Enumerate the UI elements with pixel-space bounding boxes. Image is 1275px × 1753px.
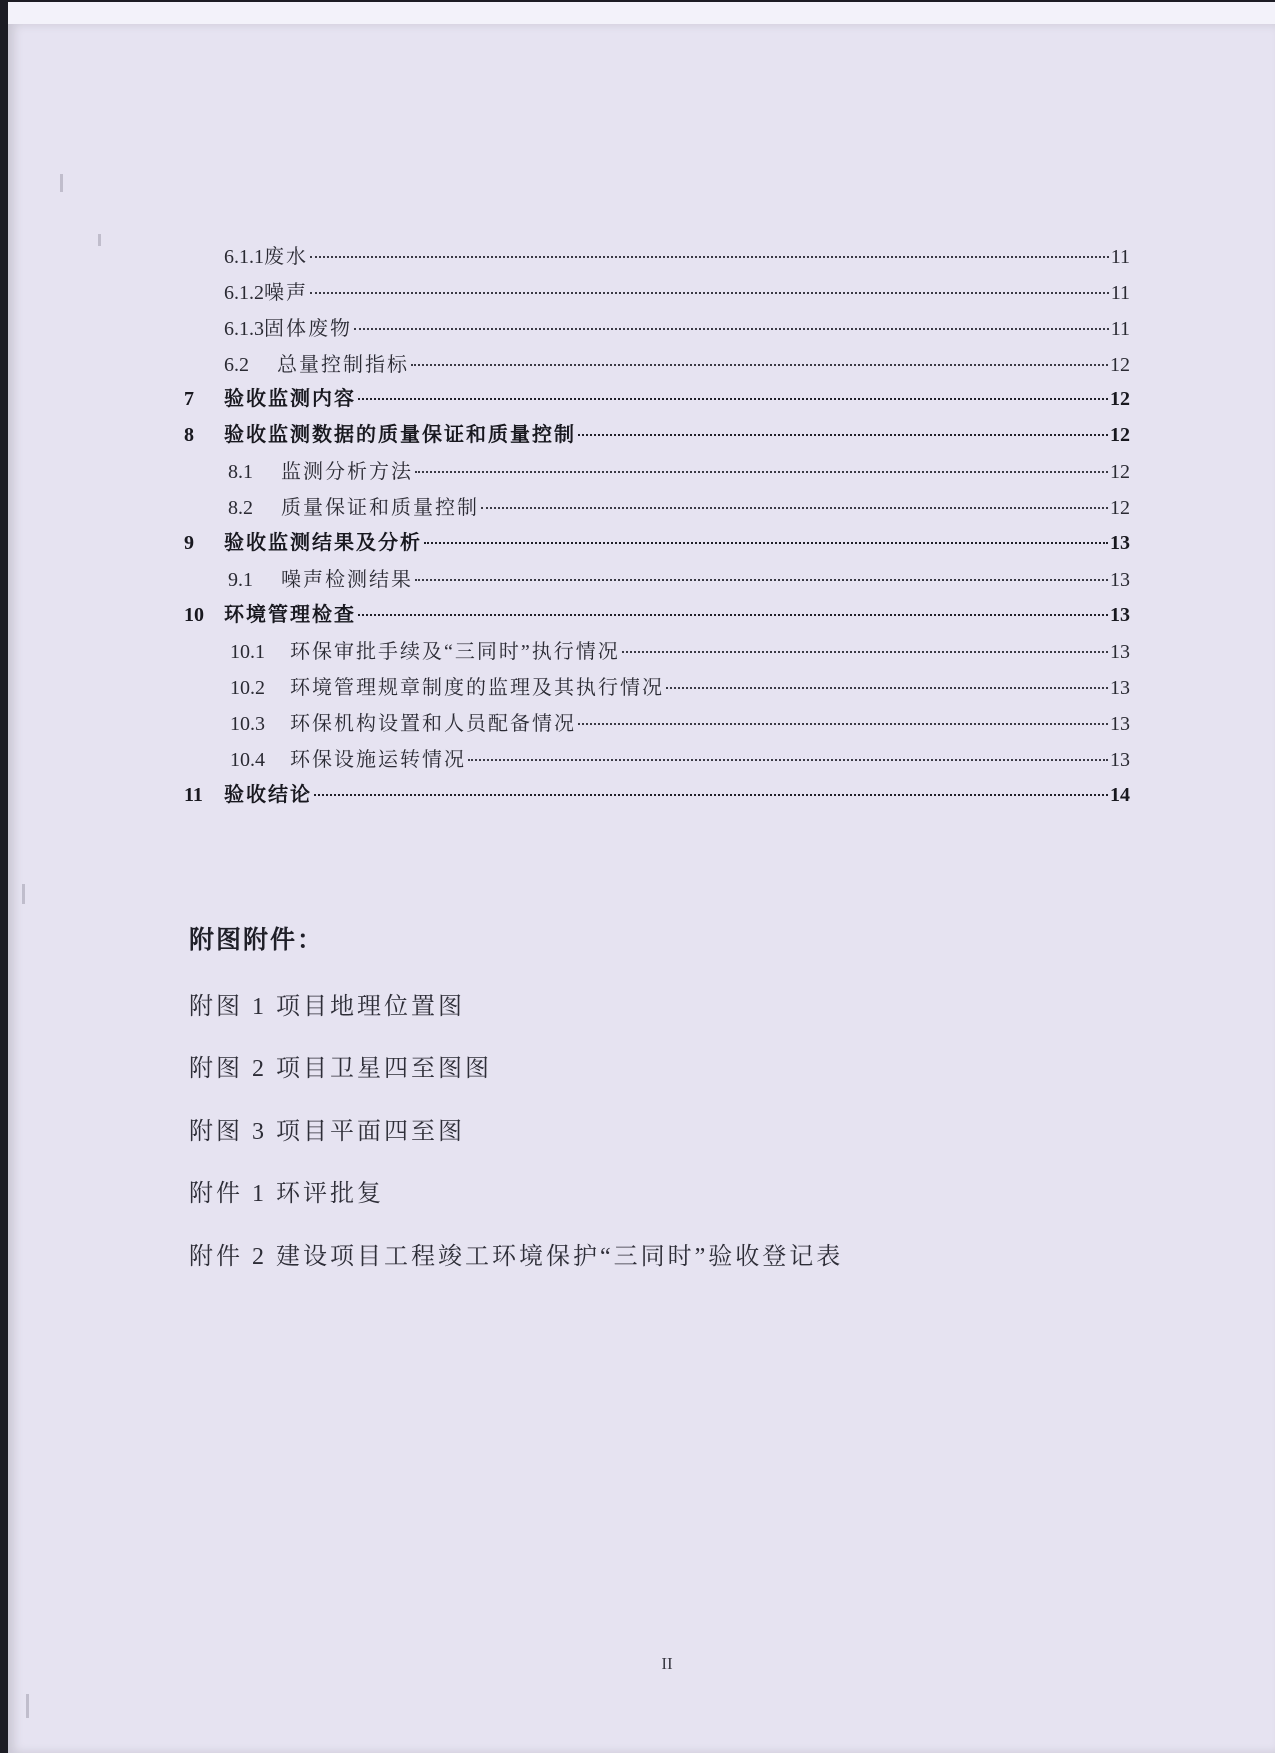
toc-leader-dots bbox=[415, 470, 1108, 473]
toc-entry-number: 8.2 bbox=[228, 497, 253, 519]
toc-entry[interactable] bbox=[230, 639, 1130, 667]
toc-leader-dots bbox=[578, 722, 1108, 725]
toc-entry-page: 13 bbox=[1110, 749, 1130, 771]
toc-entry-page: 14 bbox=[1110, 784, 1130, 806]
toc-entry-number: 9.1 bbox=[228, 569, 253, 591]
toc-leader-dots bbox=[415, 578, 1108, 581]
toc-entry-title: 验收监测结果及分析 bbox=[224, 532, 422, 554]
toc-entry-number: 6.1.2 bbox=[224, 282, 264, 304]
toc-leader-dots bbox=[310, 255, 1109, 258]
toc-entry-number: 6.1.3 bbox=[224, 318, 264, 340]
toc-entry[interactable] bbox=[228, 459, 1130, 487]
toc-entry[interactable] bbox=[184, 386, 1130, 414]
toc-entry-page: 13 bbox=[1110, 641, 1130, 663]
toc-entry[interactable] bbox=[224, 316, 1130, 344]
toc-leader-dots bbox=[481, 506, 1108, 509]
toc-entry-page: 13 bbox=[1110, 569, 1130, 591]
toc-entry-title: 环保机构设置和人员配备情况 bbox=[290, 713, 576, 735]
toc-entry-title: 验收监测数据的质量保证和质量控制 bbox=[224, 424, 576, 446]
toc-leader-dots bbox=[666, 686, 1108, 689]
toc-entry-number: 10.3 bbox=[230, 713, 265, 735]
toc-entry-number: 10.1 bbox=[230, 641, 265, 663]
toc-entry[interactable] bbox=[184, 422, 1130, 450]
toc-entry[interactable] bbox=[184, 782, 1130, 810]
toc-entry-title: 环境管理规章制度的监理及其执行情况 bbox=[290, 677, 664, 699]
toc-entry-number: 10.4 bbox=[230, 749, 265, 771]
toc-entry-number: 11 bbox=[184, 784, 203, 806]
toc-entry-number: 10.2 bbox=[230, 677, 265, 699]
toc-entry-title: 验收结论 bbox=[224, 784, 312, 806]
toc-entry-title: 环境管理检查 bbox=[224, 604, 356, 626]
toc-entry[interactable] bbox=[228, 495, 1130, 523]
toc-leader-dots bbox=[622, 650, 1108, 653]
toc-entry-title: 噪声 bbox=[264, 282, 308, 304]
toc-entry[interactable] bbox=[224, 244, 1130, 272]
toc-entry-title: 验收监测内容 bbox=[224, 388, 356, 410]
toc-entry[interactable] bbox=[230, 747, 1130, 775]
table-of-contents bbox=[8, 24, 1275, 1753]
toc-entry-page: 13 bbox=[1110, 713, 1130, 735]
toc-leader-dots bbox=[411, 363, 1108, 366]
toc-entry-page: 11 bbox=[1110, 246, 1130, 268]
toc-entry-page: 13 bbox=[1110, 532, 1130, 554]
toc-entry-title: 废水 bbox=[264, 246, 308, 268]
toc-entry[interactable] bbox=[230, 711, 1130, 739]
toc-entry-page: 12 bbox=[1110, 461, 1130, 483]
toc-entry-page: 12 bbox=[1110, 497, 1130, 519]
toc-entry-number: 10 bbox=[184, 604, 204, 626]
toc-entry-page: 12 bbox=[1110, 354, 1130, 376]
toc-entry-page: 11 bbox=[1110, 318, 1130, 340]
appendix-heading: 附图附件： bbox=[189, 925, 325, 954]
toc-entry-page: 13 bbox=[1110, 677, 1130, 699]
toc-entry-number: 8.1 bbox=[228, 461, 253, 483]
toc-entry-title: 噪声检测结果 bbox=[281, 569, 413, 591]
toc-leader-dots bbox=[424, 541, 1108, 544]
toc-entry-number: 7 bbox=[184, 388, 194, 410]
toc-entry-page: 12 bbox=[1110, 424, 1130, 446]
appendix-item: 附件 1 环评批复 bbox=[189, 1181, 384, 1207]
page-number: II bbox=[661, 1654, 673, 1673]
toc-leader-dots bbox=[314, 793, 1108, 796]
appendix-item: 附件 2 建设项目工程竣工环境保护“三同时”验收登记表 bbox=[189, 1244, 844, 1270]
toc-leader-dots bbox=[310, 291, 1109, 294]
toc-entry-number: 6.2 bbox=[224, 354, 249, 376]
toc-entry[interactable] bbox=[224, 352, 1130, 380]
toc-leader-dots bbox=[358, 613, 1108, 616]
appendix-item: 附图 2 项目卫星四至图图 bbox=[189, 1056, 492, 1082]
toc-entry[interactable] bbox=[228, 567, 1130, 595]
toc-leader-dots bbox=[578, 433, 1108, 436]
appendix-item: 附图 3 项目平面四至图 bbox=[189, 1119, 465, 1145]
toc-entry-number: 8 bbox=[184, 424, 194, 446]
toc-entry-title: 质量保证和质量控制 bbox=[281, 497, 479, 519]
toc-leader-dots bbox=[358, 397, 1108, 400]
document-page bbox=[8, 2, 1275, 1753]
toc-leader-dots bbox=[468, 758, 1108, 761]
toc-entry[interactable] bbox=[224, 280, 1130, 308]
toc-entry-number: 9 bbox=[184, 532, 194, 554]
toc-entry-page: 12 bbox=[1110, 388, 1130, 410]
toc-entry-page: 11 bbox=[1110, 282, 1130, 304]
toc-entry-number: 6.1.1 bbox=[224, 246, 264, 268]
toc-entry[interactable] bbox=[184, 602, 1130, 630]
toc-entry-title: 固体废物 bbox=[264, 318, 352, 340]
toc-entry[interactable] bbox=[230, 675, 1130, 703]
toc-entry-title: 环保设施运转情况 bbox=[290, 749, 466, 771]
toc-entry-title: 环保审批手续及“三同时”执行情况 bbox=[290, 641, 620, 663]
toc-leader-dots bbox=[354, 327, 1109, 330]
appendix-item: 附图 1 项目地理位置图 bbox=[189, 994, 465, 1020]
toc-entry[interactable] bbox=[184, 530, 1130, 558]
toc-entry-title: 监测分析方法 bbox=[281, 461, 413, 483]
toc-entry-title: 总量控制指标 bbox=[277, 354, 409, 376]
toc-entry-page: 13 bbox=[1110, 604, 1130, 626]
